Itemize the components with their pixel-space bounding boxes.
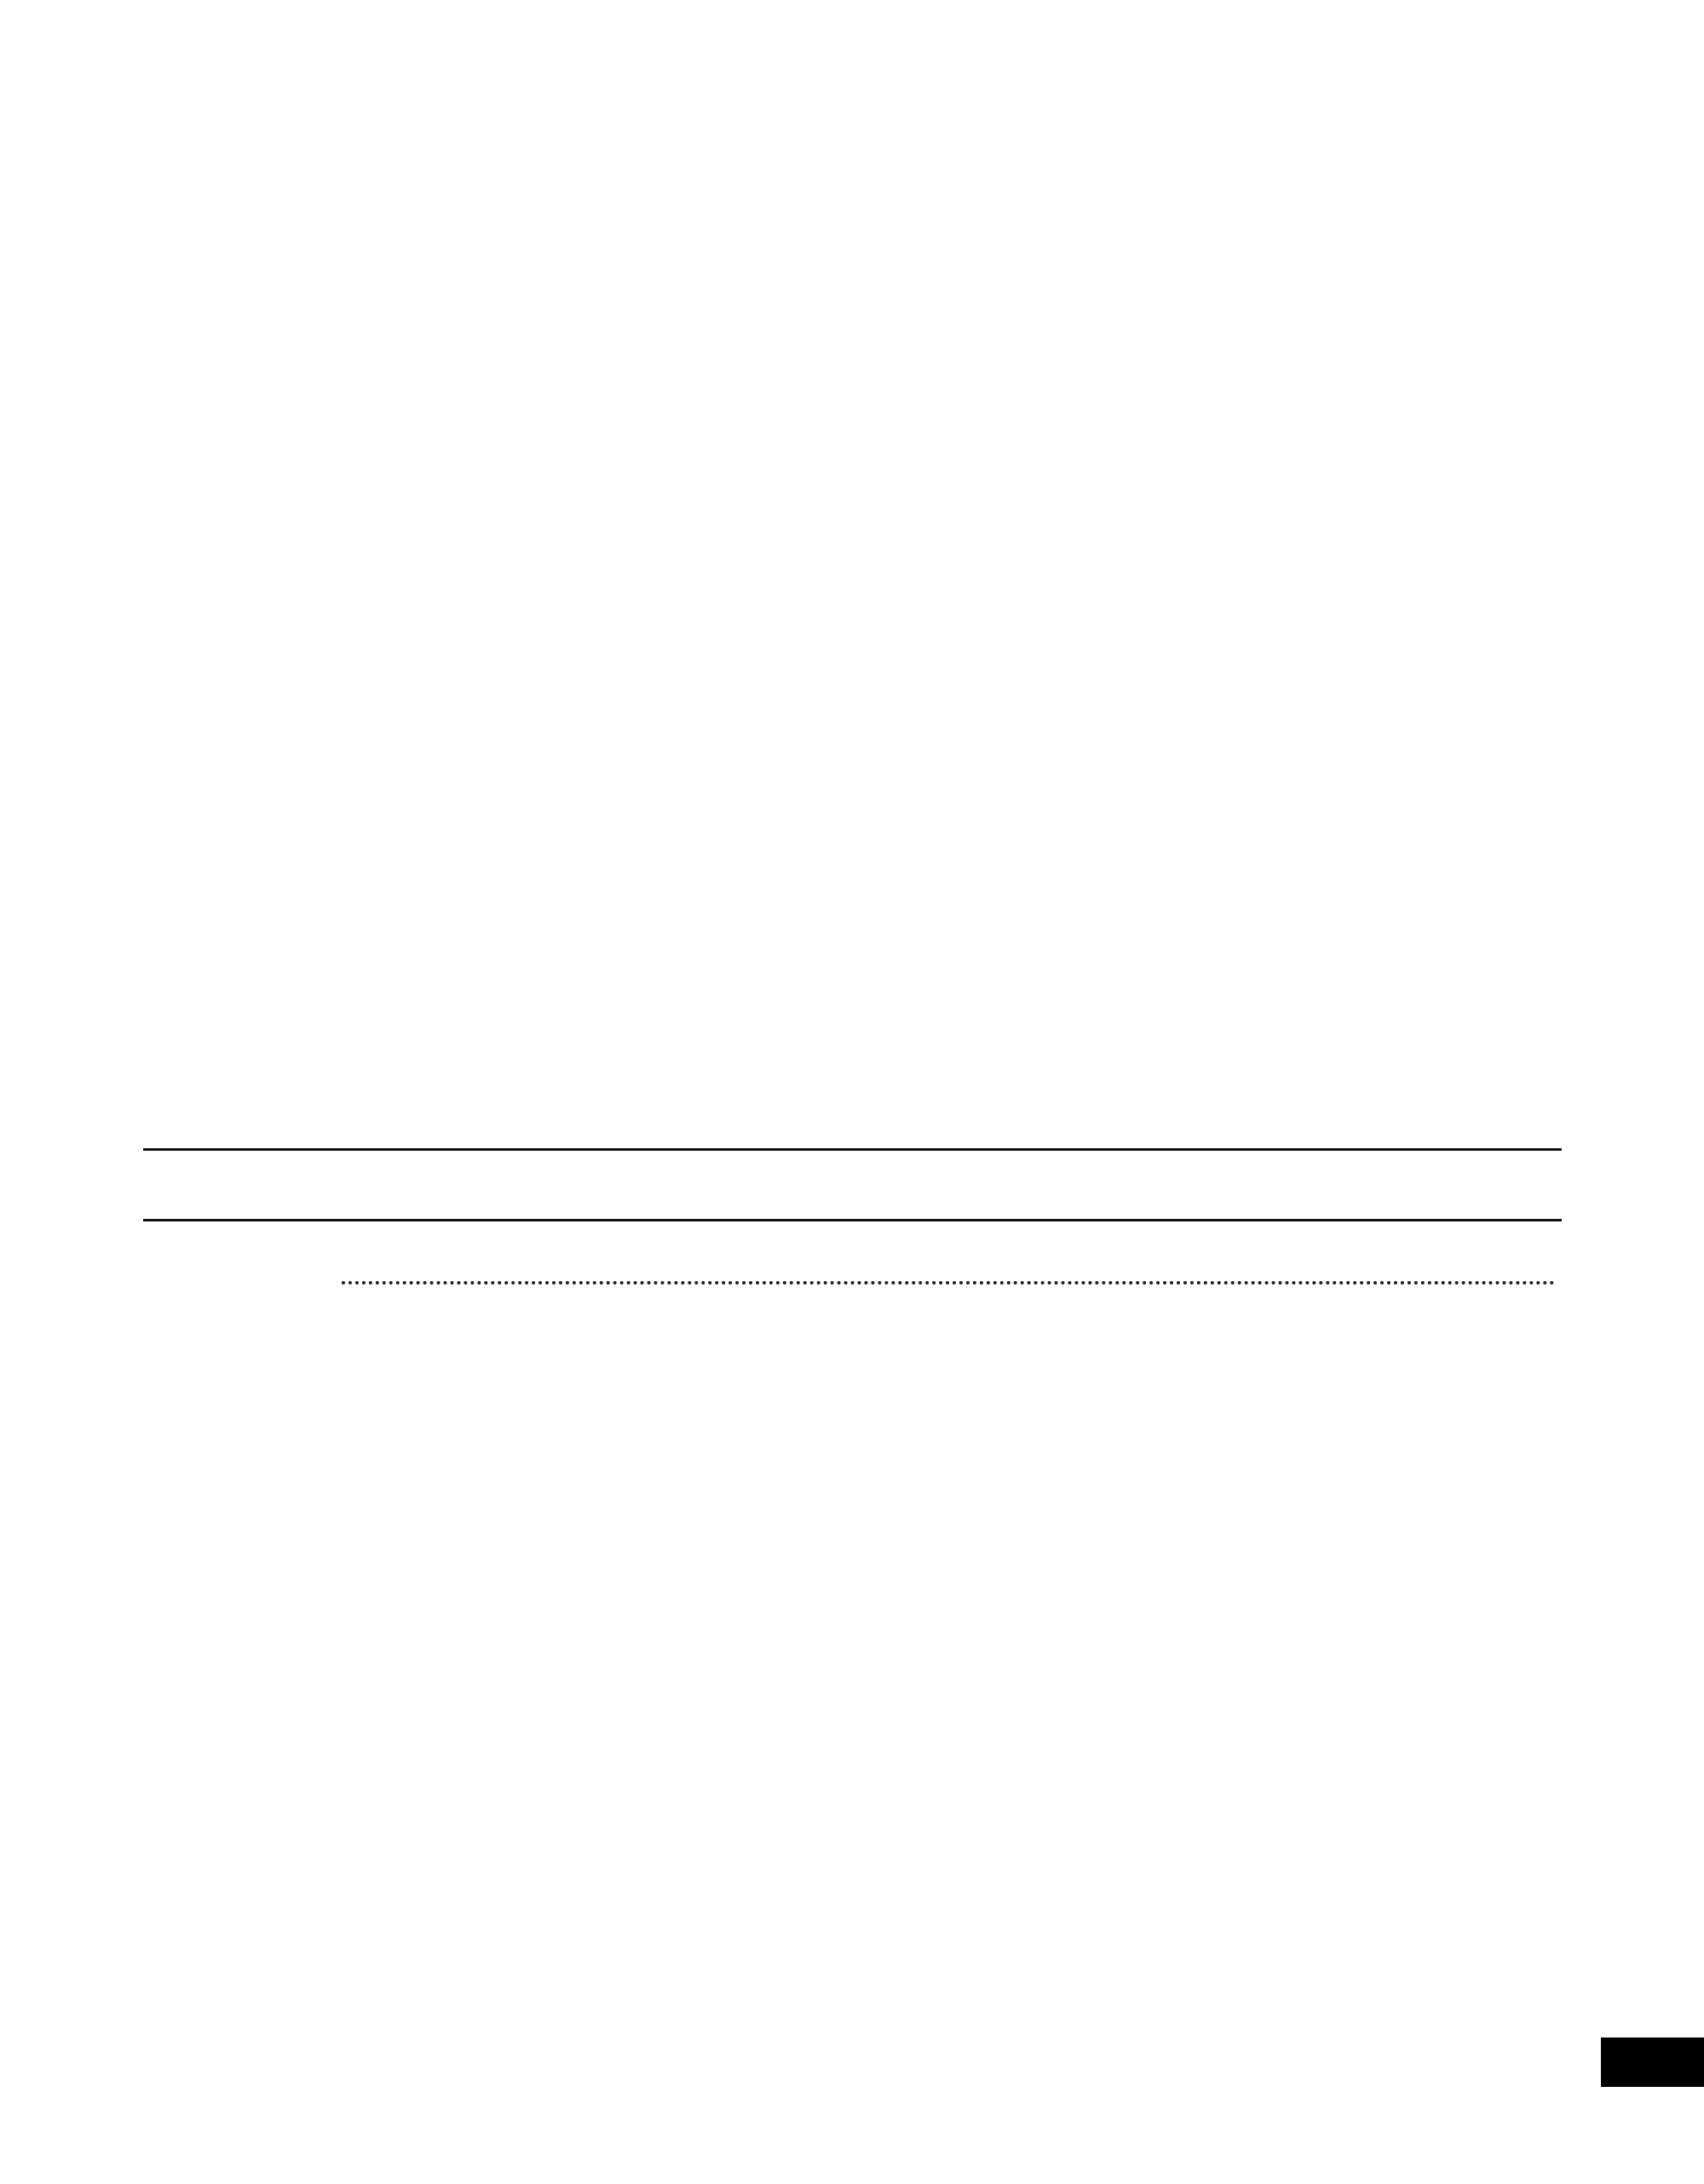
chapter-title (239, 1156, 285, 1214)
dot-leader (342, 1264, 1555, 1285)
toc-entry-overview[interactable] (239, 1259, 1562, 1305)
chapter-heading (143, 1148, 1562, 1221)
chapter5-toc (239, 1259, 1562, 1305)
page-number-badge (1601, 2037, 1704, 2087)
